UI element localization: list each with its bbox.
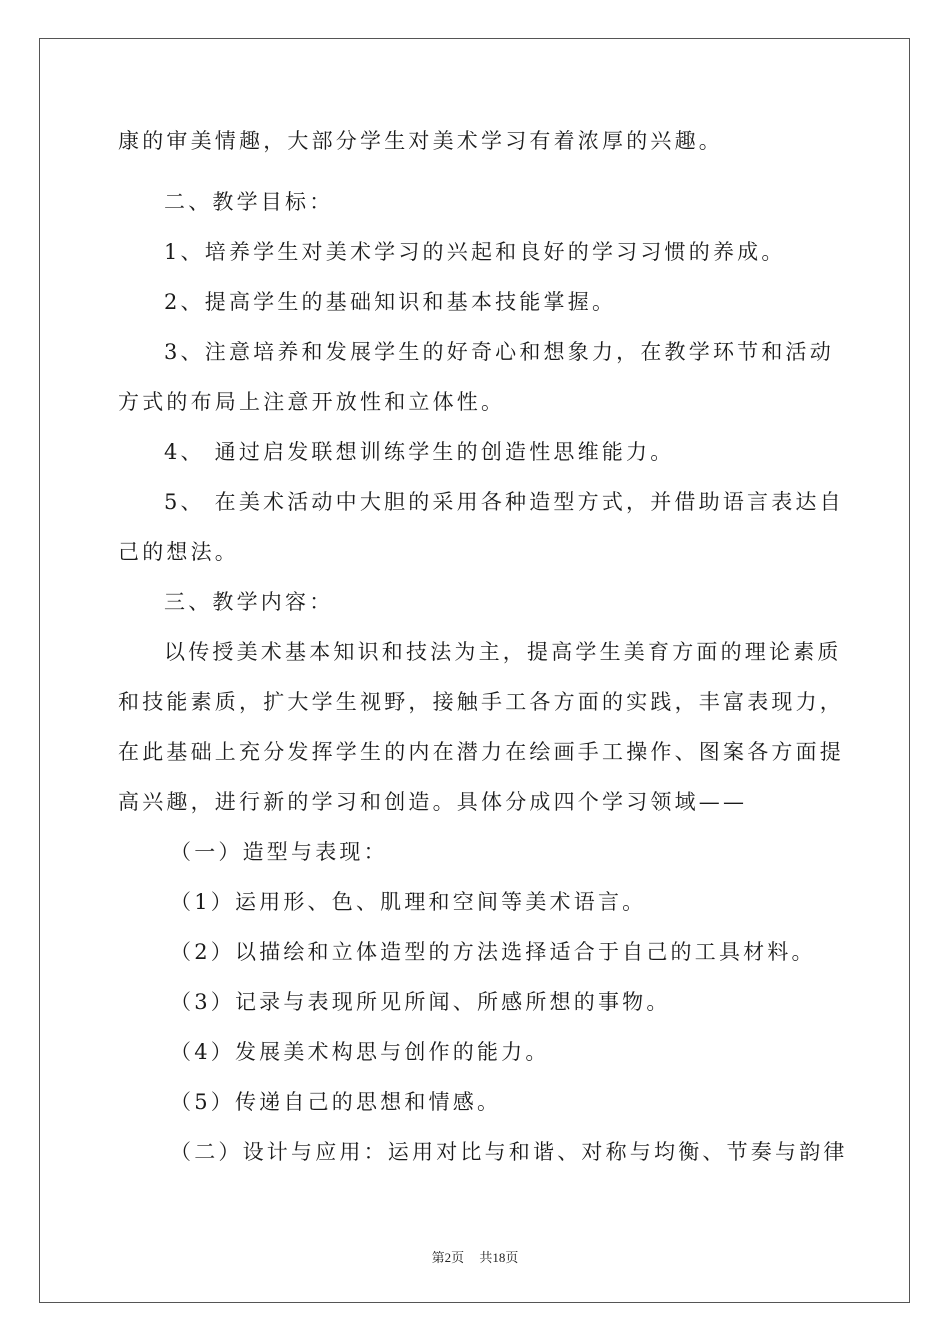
- list-item: 3、注意培养和发展学生的好奇心和想象力，在教学环节和活动: [164, 340, 834, 364]
- section-heading-objectives: 二、教学目标：: [164, 190, 334, 214]
- paragraph-line: 以传授美术基本知识和技法为主，提高学生美育方面的理论素质: [164, 640, 842, 664]
- paragraph-line: 在此基础上充分发挥学生的内在潜力在绘画手工操作、图案各方面提: [118, 740, 844, 764]
- list-item: 4、 通过启发联想训练学生的创造性思维能力。: [164, 440, 675, 464]
- paragraph-line: 和技能素质，扩大学生视野，接触手工各方面的实践，丰富表现力，: [118, 690, 844, 714]
- list-item: 1、培养学生对美术学习的兴起和良好的学习习惯的养成。: [164, 240, 786, 264]
- page-total: 共18页: [479, 1250, 519, 1265]
- list-item: （2）以描绘和立体造型的方法选择适合于自己的工具材料。: [170, 940, 816, 964]
- list-item: （3）记录与表现所见所闻、所感所想的事物。: [170, 990, 671, 1014]
- list-item: （4）发展美术构思与创作的能力。: [170, 1040, 550, 1064]
- page-number: 第2页: [431, 1250, 465, 1265]
- list-item: 5、 在美术活动中大胆的采用各种造型方式，并借助语言表达自: [164, 490, 844, 514]
- subsection-heading: （二）设计与应用：运用对比与和谐、对称与均衡、节奏与韵律: [170, 1140, 848, 1164]
- section-heading-content: 三、教学内容：: [164, 590, 334, 614]
- paragraph-line: 康的审美情趣，大部分学生对美术学习有着浓厚的兴趣。: [118, 129, 723, 153]
- list-item: 2、提高学生的基础知识和基本技能掌握。: [164, 290, 617, 314]
- paragraph-line: 高兴趣，进行新的学习和创造。具体分成四个学习领域——: [118, 790, 748, 814]
- list-item-continuation: 方式的布局上注意开放性和立体性。: [118, 390, 506, 414]
- list-item: （1）运用形、色、肌理和空间等美术语言。: [170, 890, 647, 914]
- subsection-heading: （一）造型与表现：: [170, 840, 388, 864]
- list-item-continuation: 己的想法。: [118, 540, 239, 564]
- list-item: （5）传递自己的思想和情感。: [170, 1090, 502, 1114]
- page-footer: [0, 1247, 950, 1266]
